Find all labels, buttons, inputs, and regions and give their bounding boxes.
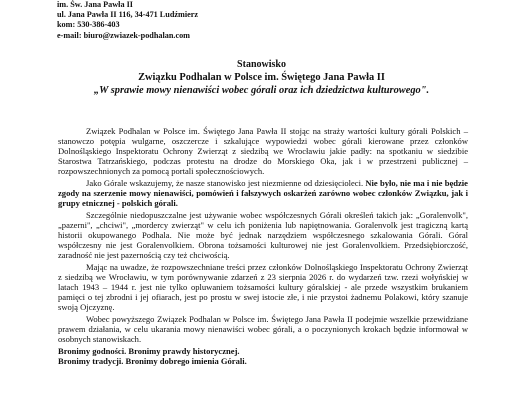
paragraph-2 [58, 178, 468, 208]
letterhead-email: e-mail: biuro@zwiazek-podhalan.com [57, 30, 191, 40]
paragraph-1: Związek Podhalan w Polsce im. Świętego Jana Pawła II stojąc na straży wartości kultury górali Polskich – stanowczo potępia wulgarne, oszczercze i szkalujące wypowiedzi wobec górali kierowane przez członków Dolnośląskiego Inspektoratu Ochrony Zwierząt z siedzibą we Wrocławiu jakie padły: na spotkaniu w siedzibie Starostwa Tatrzańskiego, podczas protestu na drodze do Morskiego Oka, jak i w przestrzeni publicznej – rozpowszechnionych za pomocą portali społecznościowych. [58, 126, 468, 177]
document-body [58, 126, 468, 366]
closing-line-1: Bronimy godności. Bronimy prawdy historycznej. [58, 345, 240, 356]
document-title [0, 58, 523, 97]
title-line-2: Związku Podhalan w Polsce im. Świętego Jana Pawła II [138, 72, 385, 83]
title-line-1: Stanowisko [237, 59, 286, 70]
letterhead [57, 0, 198, 41]
letterhead-address: ul. Jana Pawła II 116, 34-471 Ludźmierz [57, 10, 199, 20]
title-line-3: „W sprawie mowy nienawiści wobec górali oraz ich dziedzictwa kulturowego". [93, 85, 430, 96]
paragraph-4: Mając na uwadze, że rozpowszechniane treści przez członków Dolnośląskiego Inspektoratu Ochrony Zwierząt z siedzibą we Wrocławiu, w tym porównywanie zdarzeń z 23 sierpnia 2026 r. do wydarzeń tzw. rzezi wołyńskiej w latach 1943 – 1944 r. jest nie tylko opluwaniem tożsamości kultury góralskiej - ale przede wszystkim brukaniem pamięci o tej zbrodni i jej ofiarach, jest po prostu w swej istocie złe, i nie przystoi żadnemu Polakowi, który szanuje swoją Ojczyznę. [58, 262, 468, 313]
letterhead-phone: kom: 530-386-403 [57, 20, 120, 30]
paragraph-3: Szczególnie niedopuszczalne jest używanie wobec współczesnych Górali określeń takich jak: „Goralenvolk", „pazerni", „chciwi", „mordercy zwierząt" w celu ich poniżenia lub napiętnowania. Goralenvolk jest tragiczną kartą historii okupowanego Podhala. Nie może być jednak narzędziem współczesnego szkalowania Górali. Góral współczesny nie jest Goralenvolkiem. Obrona tożsamości kulturowej nie jest Goralenvolkiem. Przedsiębiorczość, zaradność nie jest pazernością czy też chciwością. [58, 209, 468, 261]
closing-line-2: Bronimy tradycji. Bronimy dobrego imienia Górali. [58, 356, 247, 367]
paragraph-2-text: Jako Górale wskazujemy, że nasze stanowisko jest niezmienne od dziesięcioleci. [86, 178, 366, 189]
letterhead-name: im. Św. Jana Pawła II [57, 0, 133, 9]
paragraph-5: Wobec powyższego Związek Podhalan w Polsce im. Świętego Jana Pawła II podejmie wszelkie przewidziane prawem działania, w celu ukarania mowy nienawiści wobec górali, a o poczynionych krokach będzie informował w osobnych stanowiskach. [58, 314, 468, 345]
paragraph-2-bold-text: Nie było, nie ma i nie będzie zgody na szerzenie mowy nienawiści, pomówień i fałszywych oskarżeń zarówno wobec członków Związku, jak i grupy etnicznej - polskich górali. [58, 178, 468, 209]
